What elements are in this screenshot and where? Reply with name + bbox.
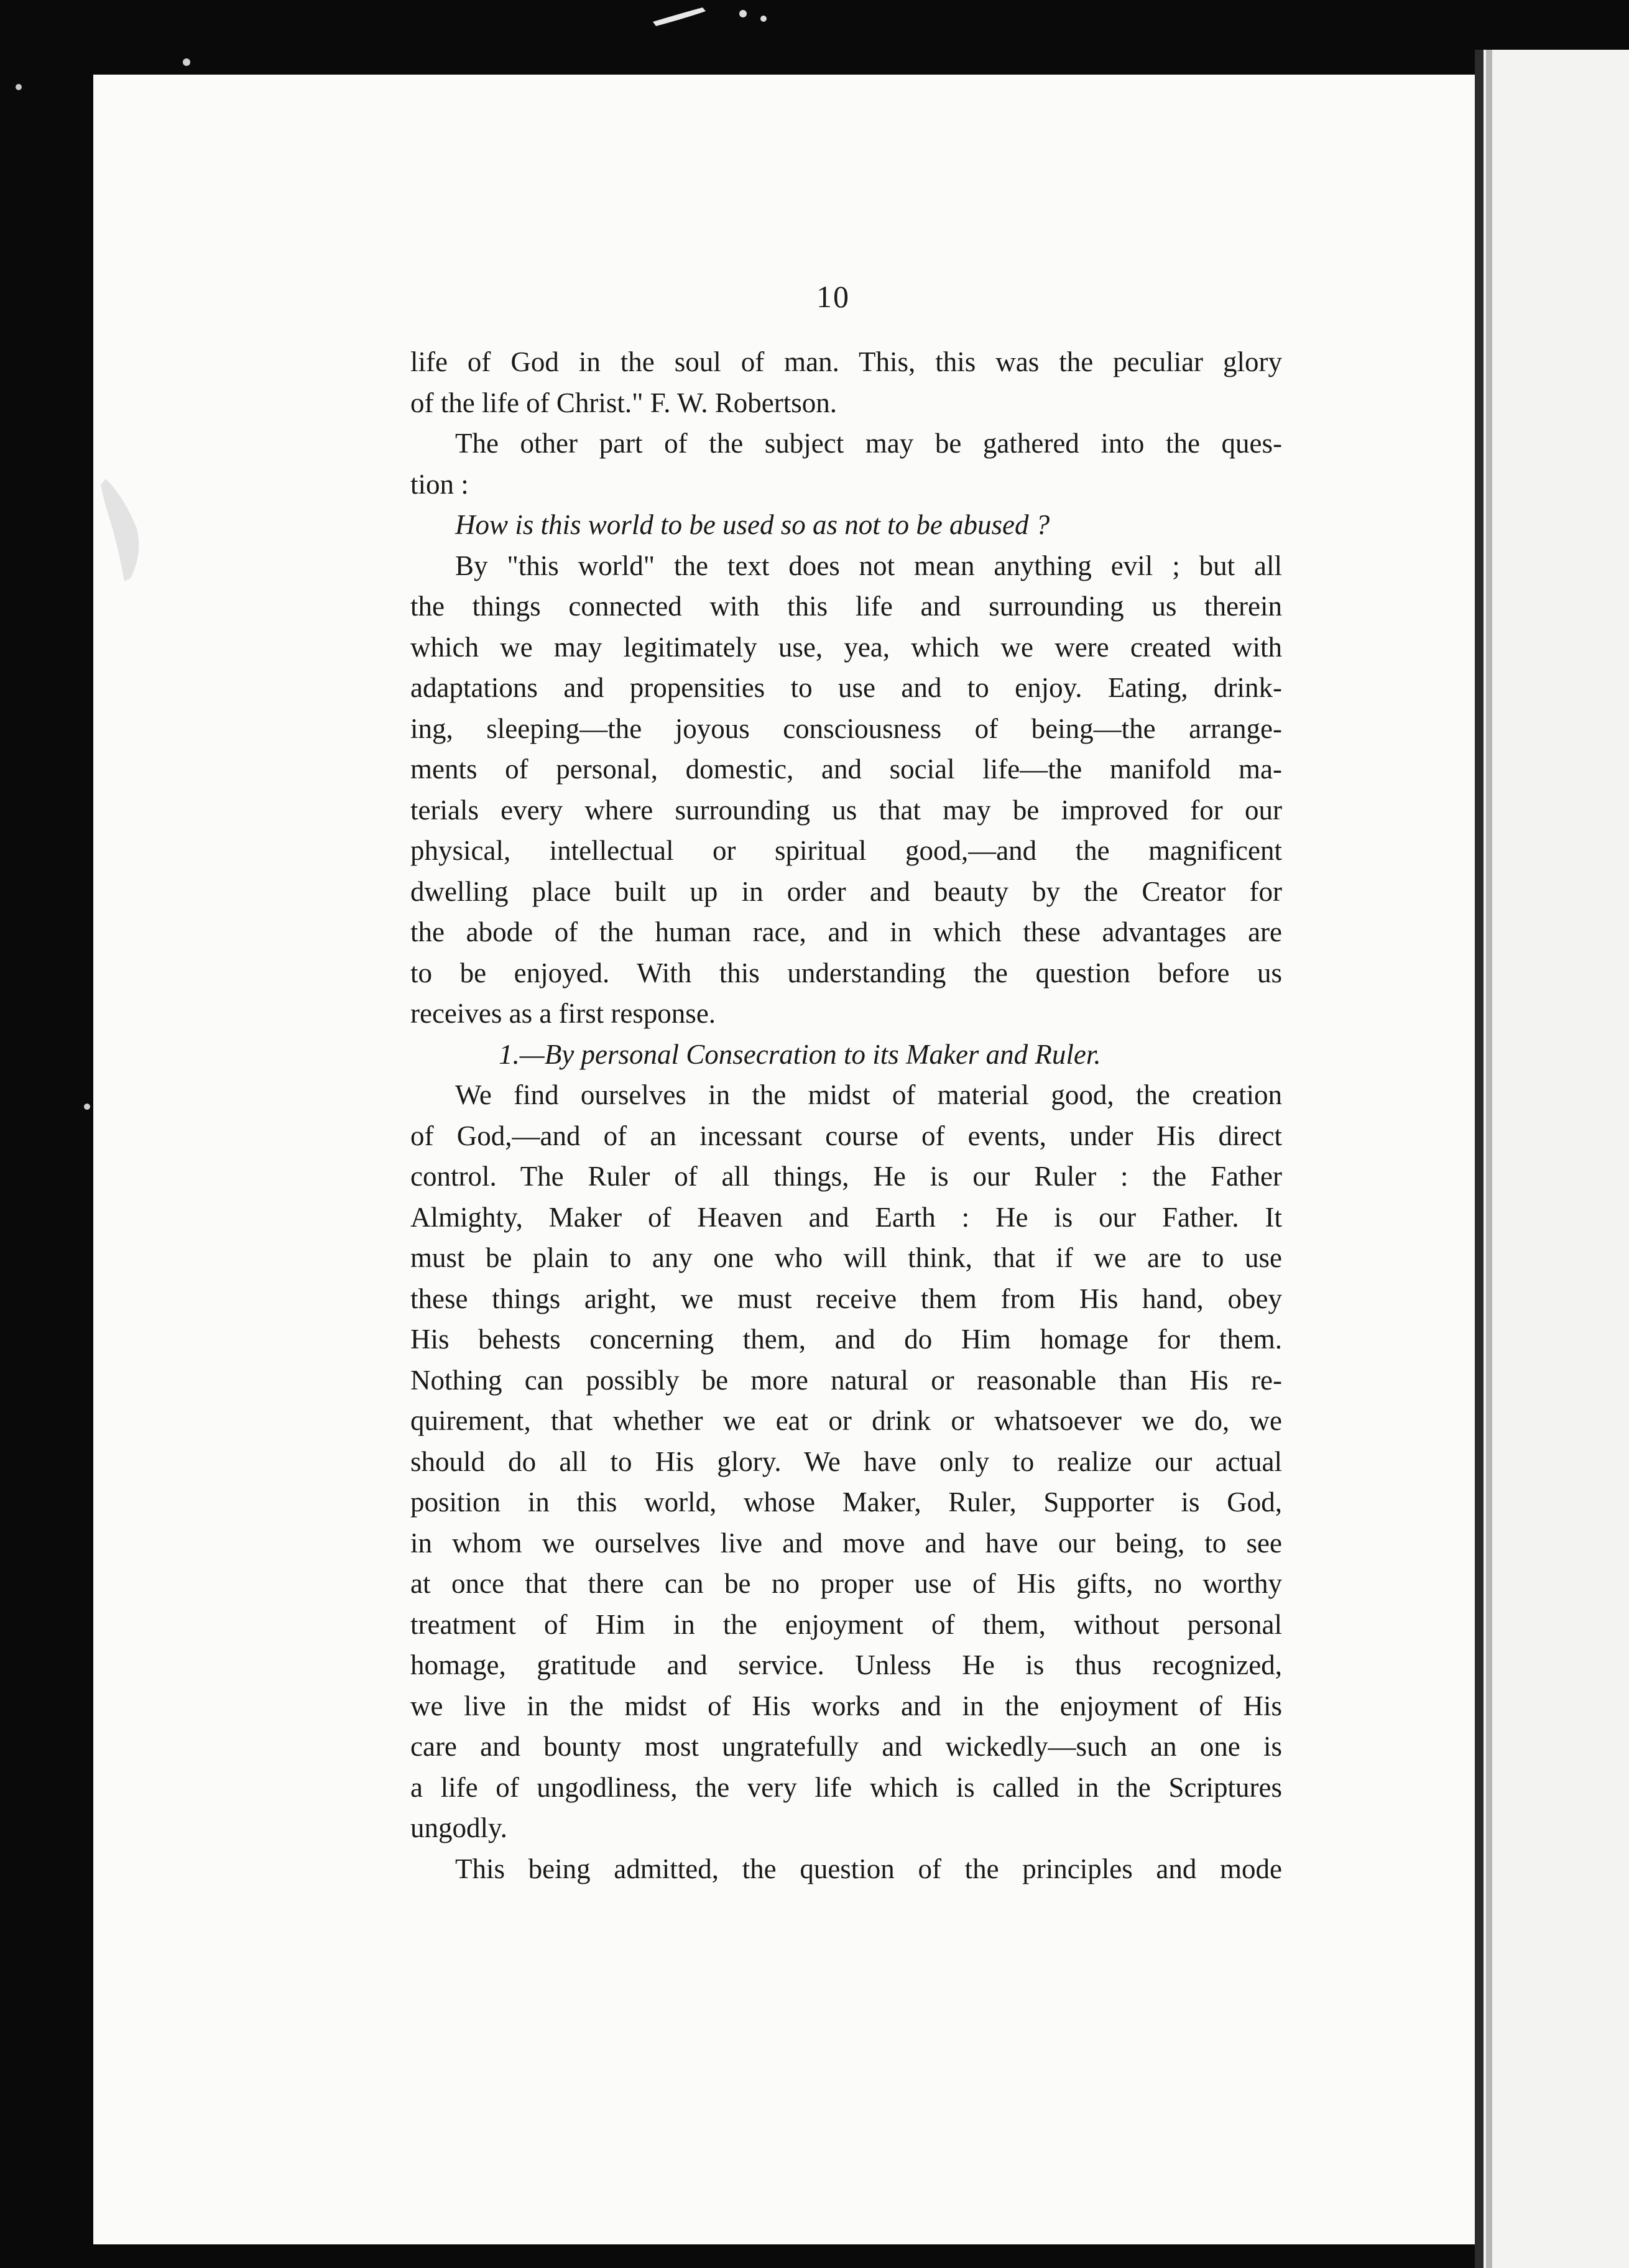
page-gutter-line [1475,50,1484,2268]
text-line: we live in the midst of His works and in the enjoyment of His [410,1690,1282,1722]
text-line: should do all to His glory. We have only to realize our actual [410,1445,1282,1477]
text-line: position in this world, whose Maker, Ruler, Supporter is God, [410,1487,1282,1518]
text-line: the abode of the human race, and in which these advantages are [410,916,1282,947]
text-line: care and bounty most ungratefully and wickedly—such an one is [410,1731,1282,1762]
text-line: the things connected with this life and surrounding us therein [410,591,1282,622]
text-line: these things aright, we must receive them from His hand, obey [410,1283,1282,1314]
text-line: tion : [410,468,469,500]
text-line: in whom we ourselves live and move and have our being, to see [410,1527,1282,1559]
section-question: How is this world to be used so as not to be abused ? [455,509,1050,540]
text-line: We find ourselves in the midst of material good, the creation [455,1079,1282,1110]
text-line: Almighty, Maker of Heaven and Earth : He is our Father. It [410,1201,1282,1233]
page-number: 10 [816,279,850,314]
section-heading: 1.—By personal Consecration to its Maker and Ruler. [499,1038,1101,1070]
text-line: adaptations and propensities to use and to enjoy. Eating, drink- [410,672,1282,703]
facing-page-edge [1475,50,1629,2268]
dust-spot [183,58,190,66]
text-line: The other part of the subject may be gathered into the ques- [455,428,1282,459]
text-line: Nothing can possibly be more natural or reasonable than His re- [410,1364,1282,1396]
text-line: life of God in the soul of man. This, this was the peculiar glory [410,346,1282,377]
dust-spot [84,1104,90,1110]
text-line: physical, intellectual or spiritual good,—and the magnificent [410,835,1282,866]
text-line: control. The Ruler of all things, He is our Ruler : the Father [410,1161,1282,1192]
text-line: which we may legitimately use, yea, which we were created with [410,631,1282,663]
text-line: ments of personal, domestic, and social life—the manifold ma- [410,754,1282,785]
page-blemish [93,472,162,584]
text-line: of the life of Christ." F. W. Robertson. [410,387,837,418]
text-line: dwelling place built up in order and beauty by the Creator for [410,875,1282,907]
text-line: must be plain to any one who will think, that if we are to use [410,1242,1282,1273]
dust-spot [739,10,747,17]
text-line: treatment of Him in the enjoyment of them, without personal [410,1608,1282,1640]
text-line: This being admitted, the question of the principles and mode [455,1853,1282,1884]
text-line: quirement, that whether we eat or drink or whatsoever we do, we [410,1405,1282,1436]
text-line: ungodly. [410,1812,507,1843]
text-line: at once that there can be no proper use of His gifts, no worthy [410,1568,1282,1599]
text-line: of God,—and of an incessant course of events, under His direct [410,1120,1282,1151]
text-line: a life of ungodliness, the very life which is called in the Scriptures [410,1771,1282,1803]
page-gutter-shadow [1486,50,1492,2268]
page-body [410,342,1282,1889]
text-line: By "this world" the text does not mean anything evil ; but all [455,550,1282,581]
text-line: to be enjoyed. With this understanding the question before us [410,957,1282,989]
text-line: receives as a first response. [410,998,716,1029]
text-line: His behests concerning them, and do Him homage for them. [410,1324,1282,1355]
text-line: terials every where surrounding us that may be improved for our [410,794,1282,826]
dust-spot [760,16,767,22]
text-line: homage, gratitude and service. Unless He is thus recognized, [410,1649,1282,1680]
text-line: ing, sleeping—the joyous consciousness of being—the arrange- [410,712,1282,744]
dust-spot [16,84,22,90]
